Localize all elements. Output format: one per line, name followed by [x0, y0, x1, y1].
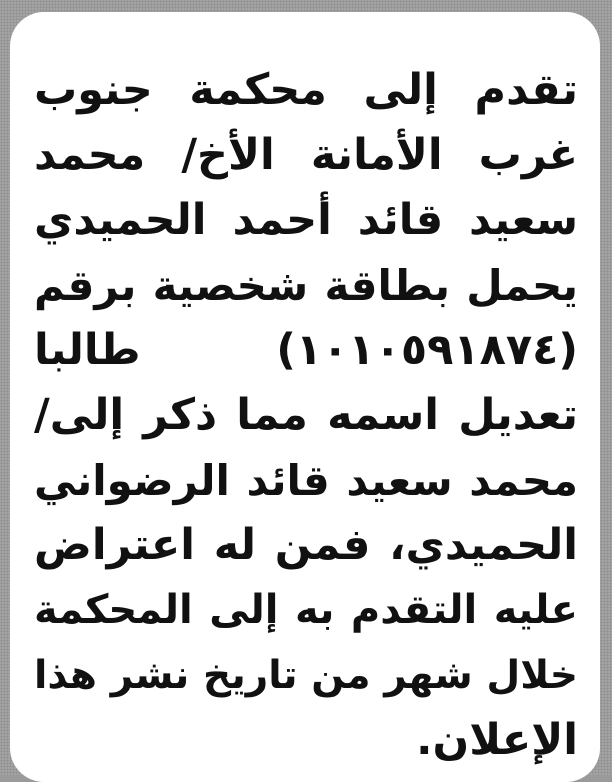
- notice-line-1: تقدم إلى محكمة جنوب: [34, 65, 578, 115]
- notice-line-5: (١٠١٠٥٩١٨٧٤) طالبا: [34, 325, 578, 375]
- notice-line-6: تعديل اسمه مما ذكر إلى/: [34, 390, 578, 440]
- court-notice-text: [34, 58, 578, 773]
- notice-line-3: سعيد قائد أحمد الحميدي: [34, 195, 578, 245]
- notice-line-8: الحميدي، فمن له اعتراض: [34, 520, 578, 570]
- notice-line-9: عليه التقدم به إلى المحكمة: [34, 587, 578, 633]
- notice-line-4: يحمل بطاقة شخصية برقم: [34, 261, 578, 310]
- notice-line-7: محمد سعيد قائد الرضواني: [34, 456, 578, 505]
- notice-card: [10, 12, 600, 782]
- notice-line-2: غرب الأمانة الأخ/ محمد: [34, 130, 578, 180]
- notice-line-10: خلال شهر من تاريخ نشر هذا: [34, 653, 578, 698]
- notice-line-11: الإعلان.: [416, 715, 578, 765]
